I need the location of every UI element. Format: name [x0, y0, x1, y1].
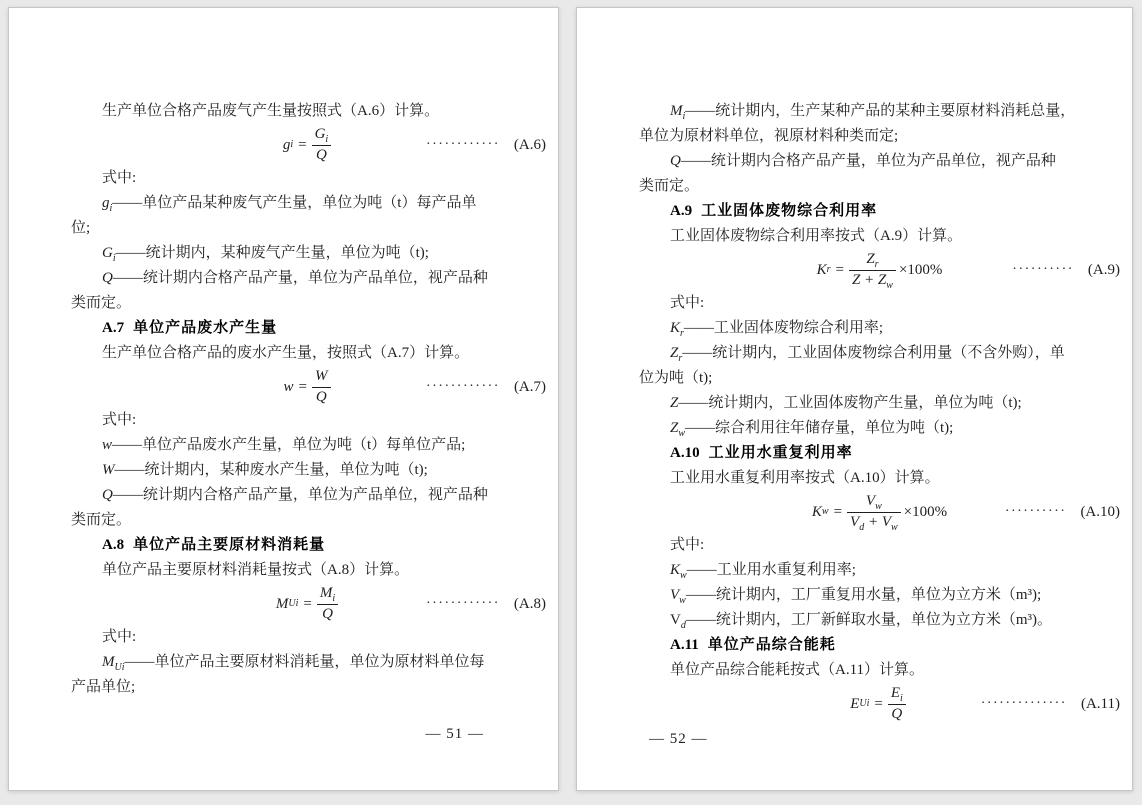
formula-trailer — [334, 379, 547, 396]
dot-leader: ············ — [425, 137, 500, 152]
equation: E Ui = $\frac{E_i}{Q}$ — [850, 685, 909, 723]
fraction-numerator: W — [312, 368, 331, 387]
definition-text: ——工业用水重复利用率; — [686, 562, 856, 578]
page-number: — 52 — — [649, 731, 708, 747]
section-title: 工业用水重复利用率 — [708, 445, 853, 461]
formula-a9 — [639, 249, 1120, 291]
formula-intro: 式中: — [102, 629, 137, 645]
definition-continuation: 产品单位; — [71, 679, 136, 695]
variable-subscript: w — [679, 595, 686, 606]
formula-a7 — [71, 366, 546, 408]
page-content — [577, 8, 1132, 725]
variable-subscript: w — [680, 570, 687, 581]
variable-symbol: Q — [102, 487, 113, 503]
fraction-numerator: $V_w$ — [847, 493, 901, 512]
section-heading-a8 — [71, 533, 546, 558]
formula-a8 — [71, 583, 546, 625]
definition-line — [639, 99, 1120, 124]
paragraph: 生产单位合格产品废气产生量按照式（A.6）计算。 — [102, 103, 440, 119]
definition-line — [639, 316, 1120, 341]
fraction-numerator: $G_i$ — [312, 126, 332, 145]
fraction-denominator: Q — [315, 146, 327, 163]
section-heading-a11 — [639, 633, 1120, 658]
fraction-denominator: Q — [891, 705, 903, 722]
section-title: 单位产品主要原材料消耗量 — [133, 537, 326, 553]
fraction — [317, 585, 338, 623]
formula-intro: 式中: — [670, 537, 705, 553]
equation-number: (A.10) — [1080, 503, 1121, 520]
definition-line — [71, 433, 546, 458]
variable-symbol: g — [282, 136, 291, 153]
document-page-51 — [8, 7, 559, 791]
definition-line — [639, 341, 1120, 366]
definition-text: ——统计期内，生产某种产品的某种主要原材料消耗总量， — [685, 103, 1076, 119]
definition-continuation: 位; — [71, 220, 91, 236]
variable-subscript: Ui — [114, 662, 125, 673]
equation-number: (A.11) — [1080, 695, 1120, 712]
definition-line — [639, 558, 1120, 583]
variable-symbol: K — [811, 503, 822, 520]
multiplier: ×100% — [903, 503, 948, 520]
definition-text: ——统计期内，工业固体废物综合利用量（不含外购），单 — [682, 345, 1065, 361]
fraction-numerator: $M_i$ — [317, 585, 338, 604]
dot-leader: ·········· — [1012, 262, 1074, 277]
equation-number: (A.9) — [1087, 261, 1120, 278]
equation: g i = $\frac{G_i}{Q}$ — [283, 126, 334, 164]
section-number: A.8 — [102, 537, 125, 553]
dot-leader: ·········· — [1004, 504, 1067, 519]
equation-number: (A.7) — [513, 378, 547, 395]
section-heading-a10 — [639, 441, 1120, 466]
equation: K w = $\frac{V_w}{V_d + V_w}$ ×100% — [811, 493, 948, 533]
page-number: — 51 — — [425, 726, 484, 742]
variable-symbol: Q — [670, 153, 681, 169]
fraction — [312, 126, 332, 164]
paragraph: 单位产品综合能耗按式（A.11）计算。 — [670, 662, 925, 678]
document-page-52 — [576, 7, 1133, 791]
definition-text: ——统计期内，工业固体废物产生量，单位为吨（t); — [678, 395, 1022, 411]
definition-line — [639, 416, 1120, 441]
formula-trailer — [334, 137, 546, 154]
section-number: A.9 — [670, 203, 693, 219]
section-title: 单位产品废水产生量 — [133, 320, 278, 336]
section-number: A.7 — [102, 320, 125, 336]
variable-symbol: w — [283, 378, 294, 395]
definition-line — [639, 149, 1120, 174]
formula-trailer — [947, 504, 1120, 521]
variable-symbol: M — [102, 654, 115, 670]
variable-symbol: K — [670, 320, 681, 336]
definition-text: ——统计期内，工厂重复用水量，单位为立方米（m³); — [685, 587, 1042, 603]
variable-symbol: M — [275, 595, 289, 612]
section-number: A.11 — [670, 637, 699, 653]
variable-subscript: i — [682, 111, 686, 122]
definition-continuation: 单位为原材料单位，视原材料种类而定; — [639, 128, 899, 144]
definition-continuation: 类而定。 — [639, 178, 700, 194]
variable-subscript: r — [680, 328, 684, 339]
definition-text: ——统计期内，某种废水产生量，单位为吨（t); — [114, 462, 428, 478]
definition-text: ——统计期内，工厂新鲜取水量，单位为立方米（m³)。 — [685, 612, 1053, 628]
section-heading-a7 — [71, 316, 546, 341]
variable-symbol: G — [102, 245, 113, 261]
variable-symbol: V — [670, 587, 680, 603]
variable-subscript: w — [678, 428, 686, 439]
definition-text: ——综合利用往年储存量，单位为吨（t); — [685, 420, 954, 436]
formula-a6 — [71, 124, 546, 166]
definition-text: ——统计期内合格产品产量，单位为产品单位，视产品种 — [680, 153, 1056, 169]
variable-symbol: w — [102, 437, 113, 453]
fraction — [888, 685, 906, 723]
formula-intro: 式中: — [670, 295, 705, 311]
formula-intro: 式中: — [102, 170, 137, 186]
equals-sign: = — [835, 261, 844, 278]
definition-line — [71, 266, 546, 291]
definition-line — [71, 191, 546, 216]
fraction-numerator: $E_i$ — [888, 685, 906, 704]
definition-line — [71, 241, 546, 266]
definition-line — [71, 650, 546, 675]
definition-text: ——统计期内合格产品产量，单位为产品单位，视产品种 — [112, 487, 488, 503]
equals-sign: = — [298, 136, 307, 153]
definition-continuation: 类而定。 — [71, 295, 132, 311]
equals-sign: = — [874, 695, 883, 712]
definition-text: ——统计期内，某种废气产生量，单位为吨（t); — [115, 245, 429, 261]
definition-text: ——工业固体废物综合利用率; — [683, 320, 884, 336]
fraction-denominator: $Z + Z_w$ — [851, 271, 893, 291]
definition-line — [639, 391, 1120, 416]
variable-symbol: E — [850, 695, 860, 712]
definition-line — [71, 483, 546, 508]
definition-text: ——单位产品某种废气产生量，单位为吨（t）每产品单 — [112, 195, 477, 211]
section-title: 工业固体废物综合利用率 — [701, 203, 878, 219]
section-heading-a9 — [639, 199, 1120, 224]
dot-leader: ············ — [425, 379, 500, 394]
dot-leader: ············ — [425, 596, 500, 611]
section-title: 单位产品综合能耗 — [707, 637, 836, 653]
variable-symbol: g — [102, 195, 110, 211]
fraction-denominator: $V_d + V_w$ — [850, 513, 898, 533]
equation — [284, 368, 334, 406]
section-number: A.10 — [670, 445, 700, 461]
definition-text: ——统计期内合格产品产量，单位为产品单位，视产品种 — [112, 270, 488, 286]
variable-symbol: K — [816, 261, 827, 278]
fraction — [847, 493, 901, 531]
formula-intro: 式中: — [102, 412, 137, 428]
fraction — [849, 251, 896, 289]
paragraph: 生产单位合格产品的废水产生量，按照式（A.7）计算。 — [102, 345, 470, 361]
multiplier: ×100% — [898, 261, 943, 278]
definition-text: ——单位产品主要原材料消耗量，单位为原材料单位每 — [124, 654, 485, 670]
paragraph: 工业用水重复利用率按式（A.10）计算。 — [670, 470, 940, 486]
fraction — [312, 368, 331, 406]
formula-a11 — [639, 683, 1120, 725]
paragraph: 单位产品主要原材料消耗量按式（A.8）计算。 — [102, 562, 410, 578]
fraction-numerator: $Z_r$ — [849, 251, 896, 270]
definition-line — [639, 583, 1120, 608]
equation-number: (A.6) — [513, 136, 546, 153]
definition-continuation: 类而定。 — [71, 512, 132, 528]
equation: M Ui = $\frac{M_i}{Q}$ — [276, 585, 341, 623]
equation-number: (A.8) — [513, 595, 546, 612]
variable-symbol: Z — [670, 395, 679, 411]
variable-symbol: Z — [670, 345, 679, 361]
variable-symbol: M — [670, 103, 683, 119]
fraction-denominator: Q — [322, 605, 333, 622]
formula-trailer — [341, 596, 546, 613]
definition-line — [639, 608, 1120, 633]
equals-sign: = — [303, 595, 312, 612]
variable-symbol: Q — [102, 270, 113, 286]
variable-symbol: K — [670, 562, 681, 578]
variable-subscript: i — [109, 203, 113, 214]
formula-trailer — [942, 262, 1120, 279]
fraction-denominator: Q — [315, 388, 327, 405]
dot-leader: ·············· — [980, 696, 1067, 711]
variable-symbol: V — [670, 612, 681, 628]
page-content — [9, 8, 558, 700]
variable-subscript: i — [112, 253, 116, 264]
variable-subscript: d — [680, 620, 686, 631]
equals-sign: = — [833, 503, 843, 520]
variable-symbol: Z — [670, 420, 679, 436]
variable-symbol: W — [102, 462, 115, 478]
equals-sign: = — [298, 378, 307, 395]
paragraph: 工业固体废物综合利用率按式（A.9）计算。 — [670, 228, 963, 244]
variable-subscript: r — [678, 353, 683, 364]
definition-text: ——单位产品废水产生量，单位为吨（t）每单位产品; — [112, 437, 466, 453]
definition-continuation: 位为吨（t); — [639, 370, 713, 386]
equation: K r = $\frac{Z_r}{Z + Z_w}$ ×100% — [816, 251, 943, 291]
definition-line — [71, 458, 546, 483]
formula-a10 — [639, 491, 1120, 533]
formula-trailer — [909, 696, 1120, 713]
